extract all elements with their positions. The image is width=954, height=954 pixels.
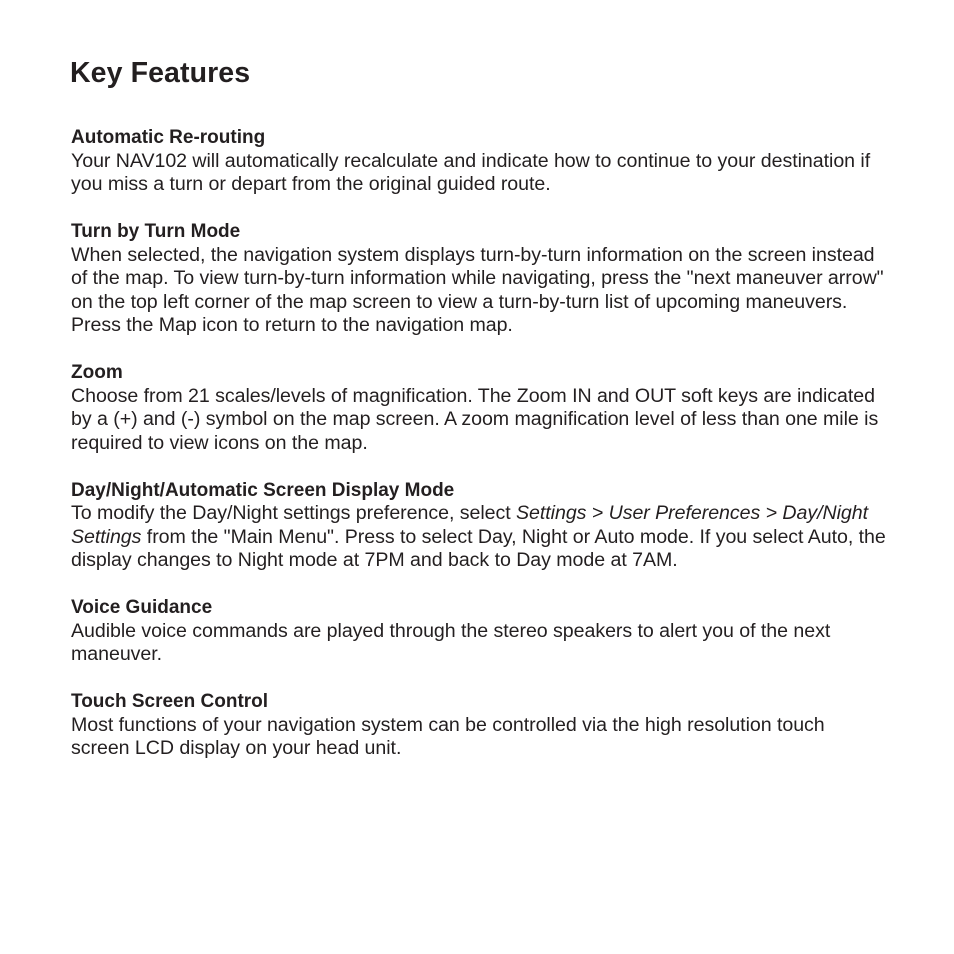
body-text-pre: To modify the Day/Night settings preference, select [71,502,517,524]
settings-path: Settings > User Preferences > Day/Night Settings [71,502,869,548]
feature-list [71,126,886,761]
section-body [71,502,886,573]
feature-section-voice-guidance [71,596,886,667]
section-heading: Turn by Turn Mode [71,221,241,242]
section-body: Audible voice commands are played through the stereo speakers to alert you of the next maneuver. [71,619,831,665]
feature-section-turn-by-turn [71,220,886,338]
section-heading: Zoom [71,362,123,383]
section-body: Most functions of your navigation system can be controlled via the high resolution touch screen LCD display on your head unit. [71,713,825,759]
feature-section-automatic-rerouting [71,126,886,197]
section-body: When selected, the navigation system displays turn-by-turn information on the screen instead of the map. To view turn-by-turn information while navigating, press the "next maneuver arrow" on the top left corner of the map screen to view a turn-by-turn list of upcoming maneuvers. Press the Map icon to return to the navigation map. [71,243,884,336]
document-page [71,54,886,784]
section-body: Choose from 21 scales/levels of magnification. The Zoom IN and OUT soft keys are indicated by a (+) and (-) symbol on the map screen. A zoom magnification level of less than one mile is required to view icons on the map. [71,384,879,454]
body-text-post: from the "Main Menu". Press to select Day, Night or Auto mode. If you select Auto, the display changes to Night mode at 7PM and back to Day mode at 7AM. [71,525,886,571]
section-body: Your NAV102 will automatically recalculate and indicate how to continue to your destination if you miss a turn or depart from the original guided route. [71,149,871,195]
section-heading: Touch Screen Control [71,691,269,712]
page-title: Key Features [70,57,251,89]
feature-section-touch-screen [71,690,886,761]
feature-section-day-night-mode [71,479,886,573]
section-heading: Voice Guidance [71,597,213,618]
section-heading: Automatic Re-routing [71,127,266,148]
section-heading: Day/Night/Automatic Screen Display Mode [71,479,455,501]
feature-section-zoom [71,361,886,455]
